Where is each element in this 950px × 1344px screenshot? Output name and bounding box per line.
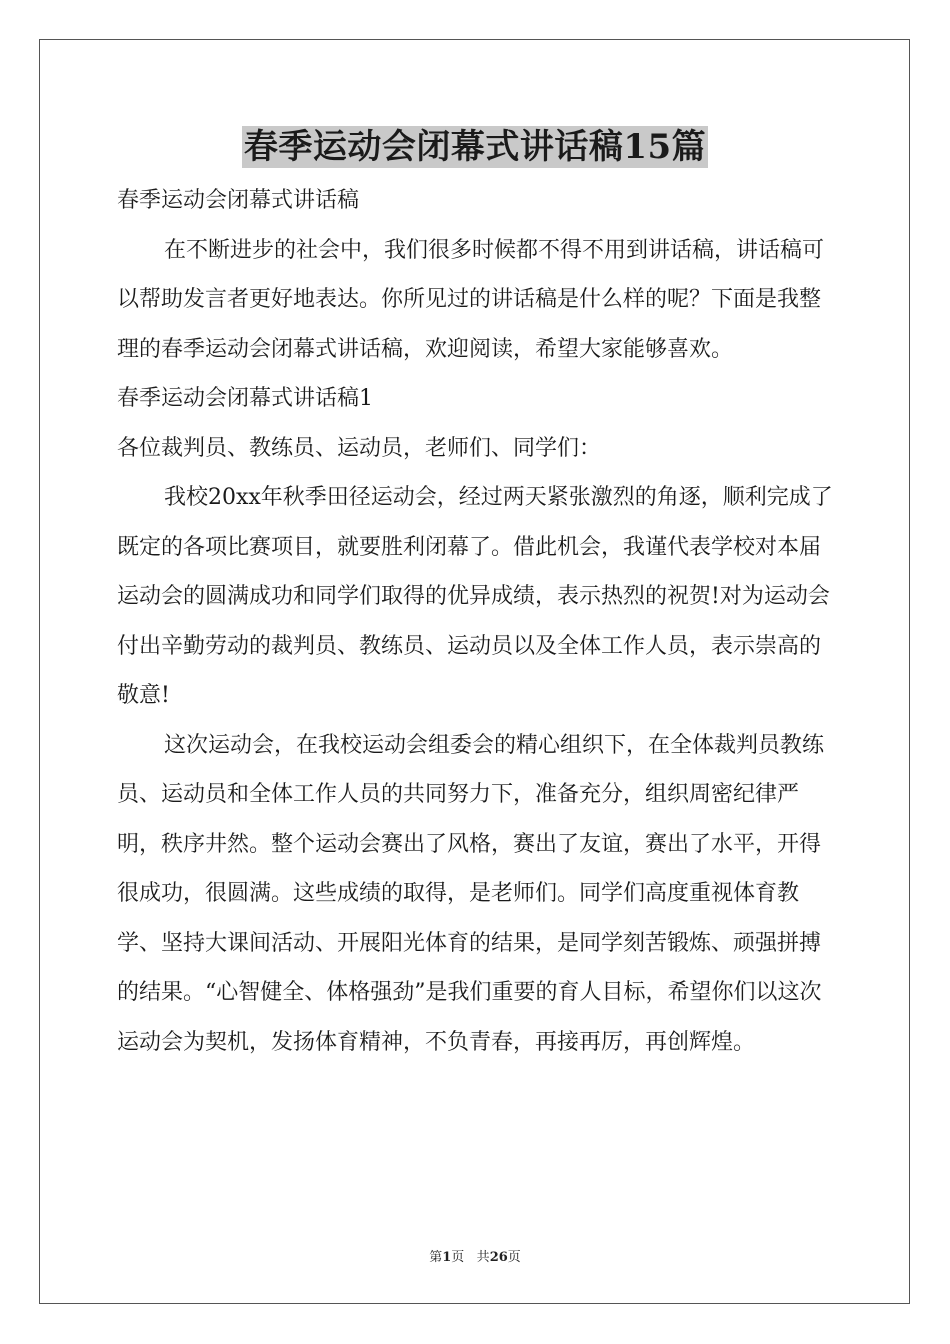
page-footer: [0, 1246, 950, 1265]
document-title: 春季运动会闭幕式讲话稿15篇: [243, 127, 707, 167]
page-number: 1: [442, 1250, 452, 1265]
page-suffix: 页: [451, 1250, 465, 1265]
document-body: [117, 176, 833, 1067]
section-heading: 春季运动会闭幕式讲话稿: [117, 188, 360, 213]
total-pages: 26: [489, 1250, 508, 1265]
total-prefix: 共: [476, 1250, 490, 1265]
body-paragraph: 我校20xx年秋季田径运动会，经过两天紧张激烈的角逐，顺利完成了既定的各项比赛项目，就要胜利闭幕了。借此机会，我谨代表学校对本届运动会的圆满成功和同学们取得的优异成绩，表示热烈的祝贺!对为运动会付出辛勤劳动的裁判员、教练员、运动员以及全体工作人员，表示崇高的敬意!: [117, 485, 833, 708]
intro-paragraph: 在不断进步的社会中，我们很多时候都不得不用到讲话稿，讲话稿可以帮助发言者更好地表达。你所见过的讲话稿是什么样的呢？下面是我整理的春季运动会闭幕式讲话稿，欢迎阅读，希望大家能够喜欢。: [117, 237, 825, 362]
body-paragraph: 这次运动会，在我校运动会组委会的精心组织下，在全体裁判员教练员、运动员和全体工作人员的共同努力下，准备充分，组织周密纪律严明，秩序井然。整个运动会赛出了风格，赛出了友谊，赛出了水平，开得很成功，很圆满。这些成绩的取得，是老师们。同学们高度重视体育教学、坚持大课间活动、开展阳光体育的结果，是同学刻苦锻炼、顽强拼搏的结果。“心智健全、体格强劲”是我们重要的育人目标，希望你们以这次运动会为契机，发扬体育精神，不负青春，再接再厉，再创辉煌。: [117, 732, 825, 1055]
salutation: 各位裁判员、教练员、运动员，老师们、同学们：: [117, 435, 602, 461]
title-wrap: [0, 126, 950, 168]
speech-heading: 春季运动会闭幕式讲话稿1: [117, 386, 373, 411]
page-prefix: 第: [429, 1250, 443, 1265]
total-suffix: 页: [507, 1250, 521, 1265]
